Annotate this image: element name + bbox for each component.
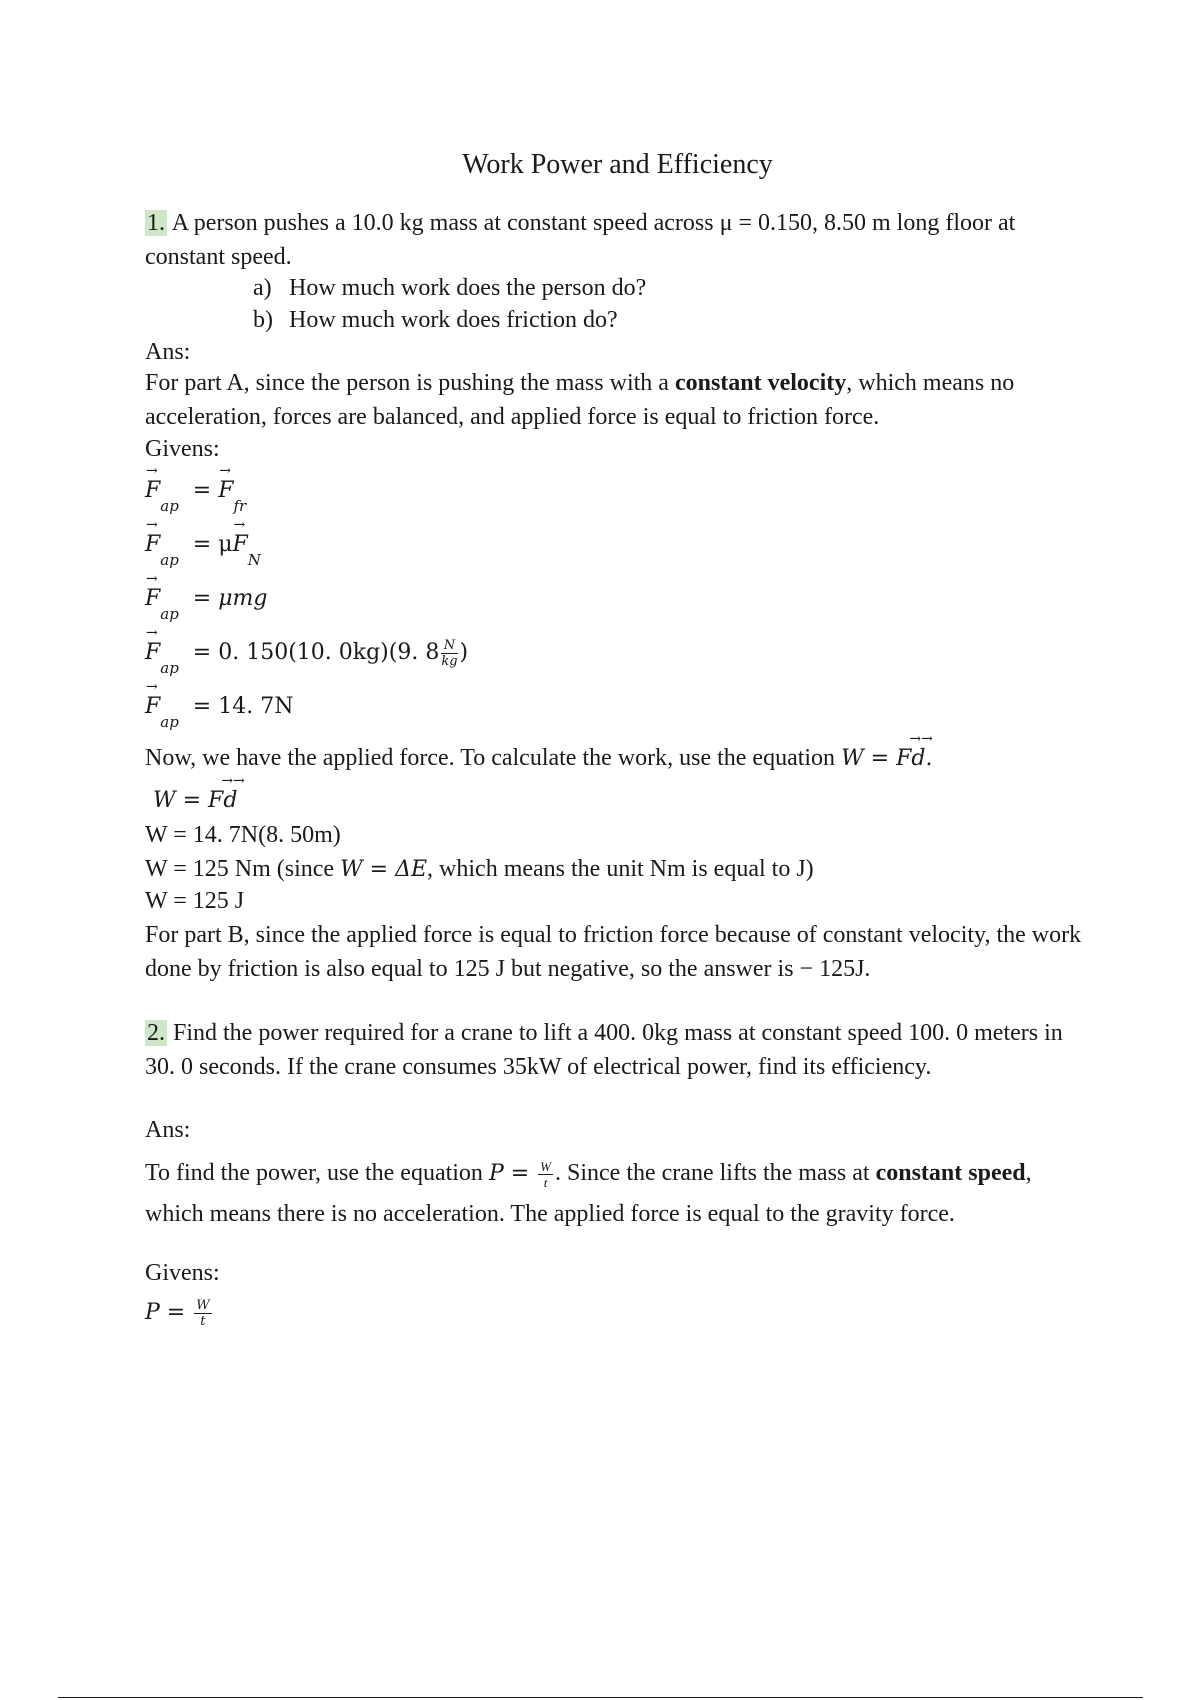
part-label: b) (253, 307, 273, 333)
equation-lhs: P = (145, 1300, 193, 1325)
subscript: ap (160, 551, 179, 569)
subscript: ap (160, 659, 179, 677)
fraction-numerator: W (196, 1297, 210, 1313)
work-intro: Now, we have the applied force. To calculate the work, use the equation W = F→→ d. (145, 741, 1090, 776)
fraction-denominator: t (200, 1313, 206, 1329)
question-number: 2. (147, 1020, 165, 1046)
part-text: How much work does friction do? (289, 307, 618, 333)
answer-label: Ans: (145, 1117, 191, 1143)
equation-lhs: P = (488, 1161, 537, 1186)
fraction-denominator: kg (441, 653, 458, 669)
fraction-denominator: t (543, 1174, 548, 1190)
text-run: W = 125 Nm (since (145, 856, 341, 882)
text-run: . Since the crane lifts the mass at (555, 1160, 876, 1186)
part-a-explanation (145, 366, 1090, 434)
text-run: For part A, since the person is pushing the mass with a (145, 370, 675, 396)
work-equation-4: W = 125 J (145, 888, 245, 914)
bold-text: constant velocity (674, 370, 847, 396)
bold-text: constant speed (875, 1160, 1026, 1186)
text-run: , which means the unit Nm is equal to J) (427, 856, 814, 882)
text-run: To find the power, use the equation (145, 1160, 489, 1186)
part-label: a) (253, 275, 272, 301)
subscript: fr (233, 497, 247, 515)
fraction-numerator: W (540, 1158, 552, 1174)
text-run: , which means no acceleration, forces are balanced, and applied force is equal to friction force. (145, 370, 1015, 430)
subscript: ap (160, 605, 179, 623)
equation-2: → $F_{ap} = \mu\to F_N$ (145, 528, 261, 582)
equation-inline: W = ΔE (340, 857, 428, 882)
question-text: Find the power required for a crane to lift a 400. 0kg mass at constant speed 100. 0 meters in 30. 0 seconds. If the crane consumes 35kW of electrical power, find its efficiency. (145, 1020, 1063, 1080)
work-equation-3 (145, 852, 1090, 887)
text-run: Now, we have the applied force. To calculate the work, use the equation (145, 745, 842, 771)
work-equation-1: W = F→→ d (153, 784, 1098, 818)
fraction (441, 638, 457, 669)
equation-5: → $F_{ap} = 14$. 7N (145, 690, 293, 744)
equation-rhs: μmg (218, 586, 268, 611)
answer-label: Ans: (145, 339, 191, 365)
power-equation (145, 1296, 1090, 1330)
text-run: , which means there is no acceleration. The applied force is equal to the gravity force. (145, 1160, 1032, 1227)
power-explanation (145, 1153, 1090, 1234)
part-text: How much work does the person do? (289, 275, 647, 301)
subscript: N (247, 551, 261, 569)
subscript: ap (160, 497, 179, 515)
question-1-part-a (145, 271, 1198, 305)
equation-rhs: 14. 7N (218, 694, 294, 719)
question-1 (145, 206, 1090, 274)
fraction (538, 1159, 553, 1190)
equation-1: → $F_{ap}$ = → $F_{fr}$ (145, 474, 246, 528)
equation-lhs: W = (153, 788, 209, 813)
equation-3: → $F_{ap} = \mu mg$ (145, 582, 267, 636)
question-2 (145, 1016, 1090, 1084)
fraction (194, 1298, 211, 1329)
equation-4: → $F_{ap} = 0$. 150(10. 0kg)(9. 8 $\frac{N}{kg}$ ) (145, 636, 468, 690)
equation-rhs: 0. 150(10. 0kg)(9. 8 (218, 640, 440, 665)
question-number: 1. (147, 210, 165, 236)
work-equation-2: W = 14. 7N(8. 50m) (145, 822, 341, 848)
footer-divider (58, 1697, 1143, 1698)
question-text: A person pushes a 10.0 kg mass at constant speed across μ = 0.150, 8.50 m long floor at constant speed. (145, 210, 1016, 270)
givens-label: Givens: (145, 436, 220, 462)
part-b-explanation: For part B, since the applied force is equal to friction force because of constant velocity, the work done by friction is also equal to 125 J but negative, so the answer is − 125J. (145, 922, 1082, 982)
subscript: ap (160, 713, 179, 731)
question-1-part-b (145, 303, 1198, 337)
givens-label: Givens: (145, 1260, 220, 1286)
fraction-numerator: N (441, 638, 457, 654)
page-title: Work Power and Efficiency (462, 149, 773, 180)
